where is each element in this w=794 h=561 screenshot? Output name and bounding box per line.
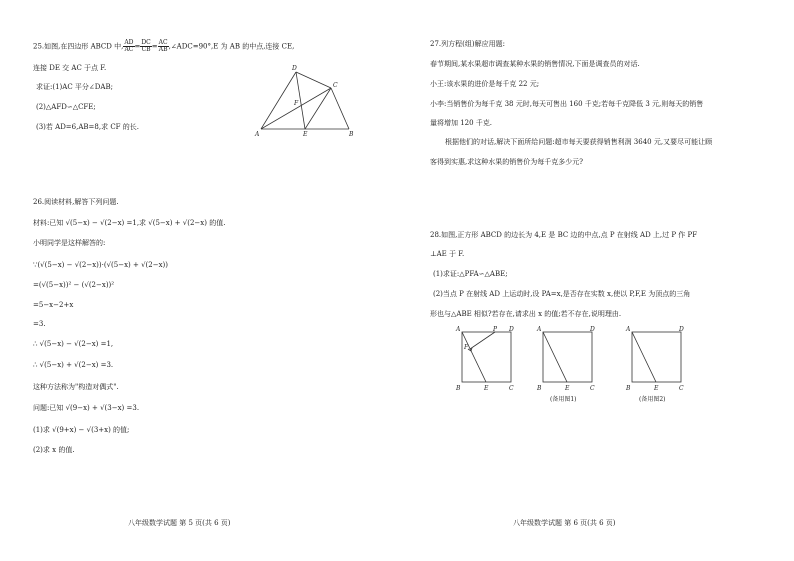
q28-backup-figure-2 xyxy=(625,324,691,392)
q26-step1: ∵(√(5−x) − √(2−x))·(√(5−x) + √(2−x)) xyxy=(33,261,168,269)
label-d: D xyxy=(679,326,684,333)
frac-num: DC xyxy=(141,39,151,46)
q26-method: 这种方法称为"构造对偶式". xyxy=(33,383,119,391)
q27-ask-line2: 客得到实惠,求这种水果的销售价为每千克多少元? xyxy=(430,158,583,166)
q27-title: 27.列方程(组)解应用题: xyxy=(430,40,505,48)
q26-sub2: (2)求 x 的值. xyxy=(33,446,75,454)
segment-ad xyxy=(261,72,296,129)
label-f: F xyxy=(294,100,299,107)
footer-page-6: 八年级数学试题 第 6 页(共 6 页) xyxy=(513,519,616,527)
q27-intro: 春节期间,某水果超市调查某种水果的销售情况,下面是调查员的对话. xyxy=(430,60,640,68)
q26-step2: =(√(5−x))² − (√(2−x))² xyxy=(33,281,115,289)
fraction-ac-ab xyxy=(158,40,169,53)
q28-backup-figure-1 xyxy=(536,324,602,392)
q27-li-line2: 量将增加 120 千克. xyxy=(430,119,493,127)
q27-ask-line1: 根据他们的对话,解决下面所给问题:超市每天要获得销售利润 3640 元,又要尽可能让顾 xyxy=(445,138,713,146)
q26-step3: =5−x−2+x xyxy=(33,301,74,309)
q25-proof-intro: 求证:(1)AC 平分∠DAB; xyxy=(36,83,113,91)
label-p: P xyxy=(493,326,498,333)
segment-pf xyxy=(470,332,495,349)
label-f: F xyxy=(464,344,469,351)
frac-den: AB xyxy=(158,46,168,53)
frac-num: AC xyxy=(158,39,168,46)
label-c: C xyxy=(679,385,684,392)
q26-step4: =3. xyxy=(33,320,46,328)
q26-intro: 小明同学是这样解答的: xyxy=(33,239,106,247)
label-b: B xyxy=(349,131,354,138)
label-d: D xyxy=(590,326,595,333)
q25-part2: (2)△AFD∽△CFE; xyxy=(36,103,96,111)
label-b: B xyxy=(537,385,542,392)
label-c: C xyxy=(333,82,338,89)
q27-li-line1: 小李:当销售价为每千克 38 元时,每天可售出 160 千克;若每千克降低 3 元,则每天的销售 xyxy=(430,100,704,108)
q25-line1-tail: ,∠ADC=90°,E 为 AB 的中点,连接 CE, xyxy=(168,42,295,51)
backup-figure-2-caption: (备用图2) xyxy=(639,396,666,403)
label-a: A xyxy=(537,326,542,333)
q28-main-figure xyxy=(455,324,521,392)
fraction-dc-cb xyxy=(140,40,151,53)
q26-title: 26.阅读材料,解答下列问题. xyxy=(33,198,119,206)
segment-ae xyxy=(462,332,486,382)
label-c: C xyxy=(590,385,595,392)
frac-den: CB xyxy=(141,46,151,53)
label-e: E xyxy=(303,131,308,138)
q25-part3: (3)若 AD=6,AB=8,求 CF 的长. xyxy=(36,123,139,131)
square-abcd xyxy=(632,332,681,382)
label-d: D xyxy=(509,326,514,333)
q26-sub1: (1)求 √(9+x) − √(3+x) 的值; xyxy=(33,426,130,434)
fraction-ad-ac xyxy=(123,40,134,53)
label-d: D xyxy=(292,65,297,72)
equals-sign: = xyxy=(134,42,141,51)
q28-sub2-line1: (2)当点 P 在射线 AD 上运动时,设 PA=x,是否存在实数 x,使以 P,F,E 为顶点的三角 xyxy=(433,290,691,298)
q25-quadrilateral-figure xyxy=(252,62,362,138)
q25-line1 xyxy=(33,40,294,53)
frac-num: AD xyxy=(124,39,134,46)
frac-den: AC xyxy=(124,46,134,53)
q26-material: 材料:已知 √(5−x) − √(2−x) =1,求 √(5−x) + √(2−x) 的值. xyxy=(33,219,226,227)
q26-step5: ∴ √(5−x) − √(2−x) =1, xyxy=(33,340,114,348)
q28-line1: 28.如图,正方形 ABCD 的边长为 4,E 是 BC 边的中点,点 P 在射线 AD 上,过 P 作 PF xyxy=(430,231,698,239)
segment-ae xyxy=(543,332,567,382)
segment-ce xyxy=(305,88,331,129)
q25-line1-text: 25.如图,在四边形 ABCD 中, xyxy=(33,42,124,51)
q28-sub1: (1)求证:△PFA∽△ABE; xyxy=(433,270,508,278)
label-a: A xyxy=(456,326,461,333)
q28-sub2-line2: 形也与△ABE 相似?若存在,请求出 x 的值;若不存在,说明理由. xyxy=(430,310,622,318)
q26-problem: 问题:已知 √(9−x) + √(3−x) =3. xyxy=(33,404,140,412)
label-a: A xyxy=(626,326,631,333)
segment-cb xyxy=(331,88,349,129)
q26-step6: ∴ √(5−x) + √(2−x) =3. xyxy=(33,361,114,369)
label-c: C xyxy=(509,385,514,392)
backup-figure-1-caption: (备用图1) xyxy=(550,396,577,403)
segment-ac xyxy=(261,88,331,129)
segment-ae xyxy=(632,332,656,382)
label-b: B xyxy=(626,385,631,392)
label-a: A xyxy=(255,131,260,138)
q27-wang: 小王:该水果的进价是每千克 22 元; xyxy=(430,80,540,88)
equals-sign: = xyxy=(151,42,158,51)
label-e: E xyxy=(484,385,489,392)
square-abcd xyxy=(462,332,511,382)
label-b: B xyxy=(456,385,461,392)
exam-page-6 xyxy=(397,0,794,561)
label-e: E xyxy=(654,385,659,392)
q25-line2: 连接 DE 交 AC 于点 F. xyxy=(33,64,107,72)
square-abcd xyxy=(543,332,592,382)
q28-line2: ⊥AE 于 F. xyxy=(430,250,465,258)
footer-page-5: 八年级数学试题 第 5 页(共 6 页) xyxy=(128,519,231,527)
segment-dc xyxy=(296,72,331,88)
label-e: E xyxy=(565,385,570,392)
